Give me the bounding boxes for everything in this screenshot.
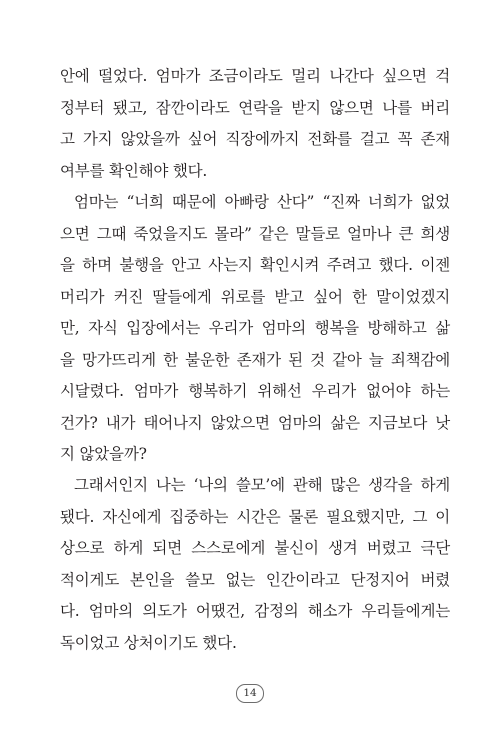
- text-line: 을 망가뜨리게 한 불운한 존재가 된 것 같아 늘 죄책감에: [60, 350, 450, 369]
- text-line: 고 가지 않았을까 싶어 직장에까지 전화를 걸고 꼭 존재: [60, 130, 450, 148]
- text-line: 적이게도 본인을 쓸모 없는 인간이라고 단정지어 버렸: [60, 570, 450, 589]
- paragraph-1: [60, 61, 450, 187]
- text-line: 으면 그때 죽었을지도 몰라” 같은 말들로 얼마나 큰 희생: [60, 224, 450, 243]
- text-line: 시달렸다. 엄마가 행복하기 위해선 우리가 없어야 하는: [60, 382, 450, 400]
- text-line: 정부터 됐고, 잠깐이라도 연락을 받지 않으면 나를 버리: [60, 98, 450, 117]
- text-line: 여부를 확인해야 했다.: [60, 161, 208, 180]
- text-line: 건가? 내가 태어나지 않았으면 엄마의 삶은 지금보다 낫: [60, 413, 450, 432]
- paragraph-3: [60, 470, 450, 659]
- text-line: 독이었고 상처이기도 했다.: [60, 633, 237, 652]
- text-line: 다. 엄마의 의도가 어땠건, 감정의 해소가 우리들에게는: [60, 602, 450, 620]
- text-line: 됐다. 자신에게 집중하는 시간은 물론 필요했지만, 그 이: [60, 507, 450, 526]
- text-line: 안에 떨었다. 엄마가 조금이라도 멀리 나간다 싶으면 걱: [60, 67, 450, 85]
- text-line: 을 하며 불행을 안고 사는지 확인시켜 주려고 했다. 이젠: [60, 256, 450, 274]
- text-line: 엄마는 “너희 때문에 아빠랑 산다” “진짜 너희가 없었: [74, 193, 450, 211]
- paragraph-2: [60, 187, 450, 471]
- text-line: 상으로 하게 되면 스스로에게 불신이 생겨 버렸고 극단: [60, 539, 450, 557]
- text-line: 만, 자식 입장에서는 우리가 엄마의 행복을 방해하고 삶: [60, 319, 450, 337]
- text-line: 그래서인지 나는 ‘나의 쓸모’에 관해 많은 생각을 하게: [74, 476, 450, 494]
- text-line: 머리가 커진 딸들에게 위로를 받고 싶어 한 말이었겠지: [60, 287, 450, 306]
- text-line: 지 않았을까?: [60, 445, 147, 463]
- page-number: 14: [236, 684, 264, 703]
